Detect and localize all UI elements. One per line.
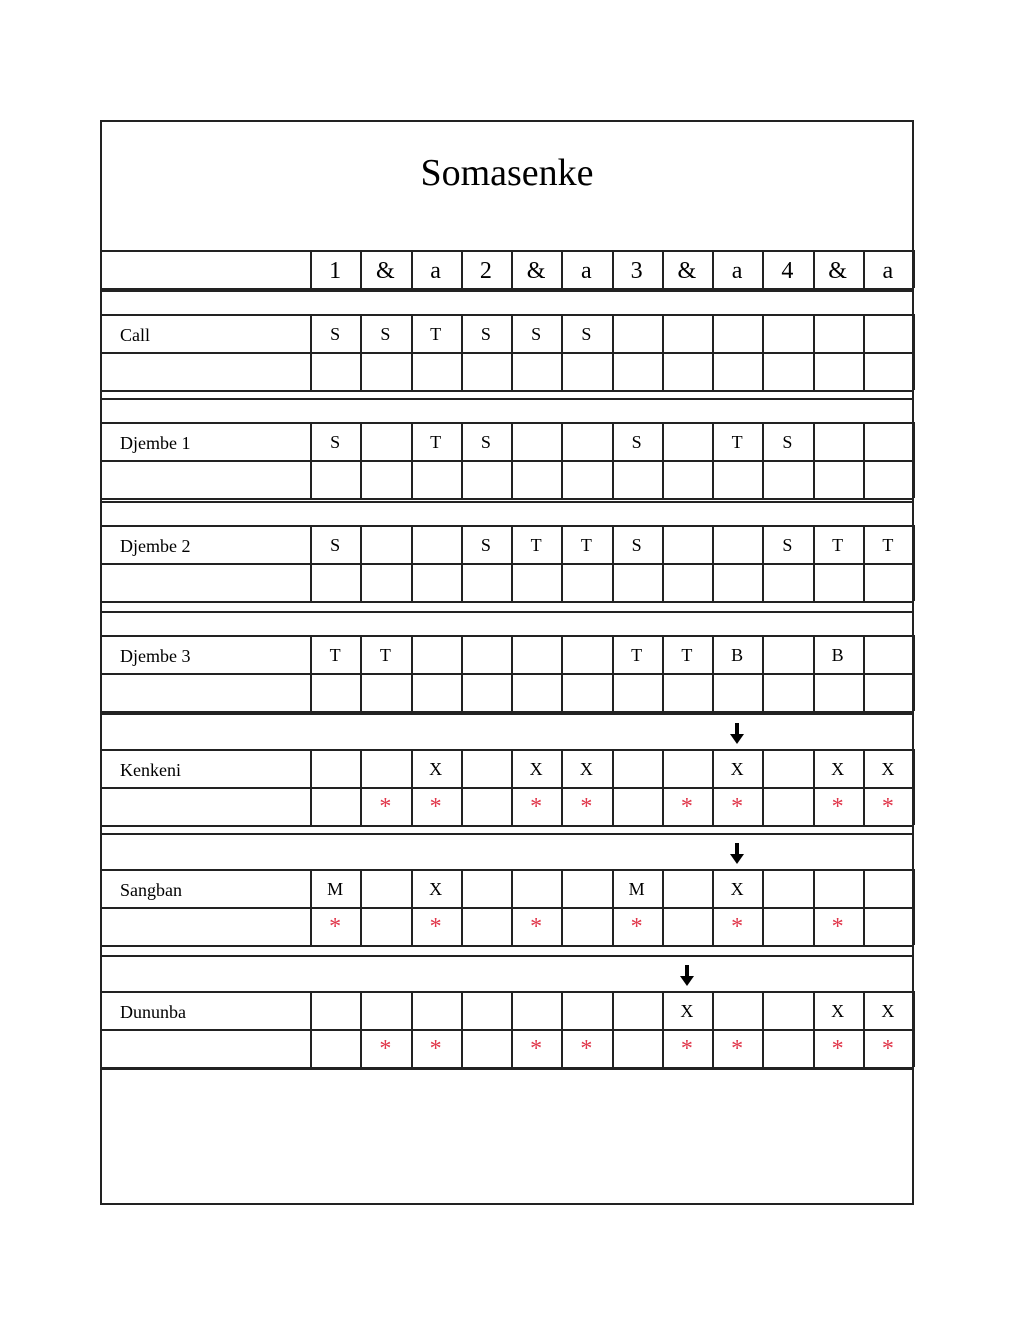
note-cell: S	[631, 432, 642, 452]
accent-star: *	[731, 794, 744, 820]
grid-rule	[100, 749, 913, 751]
grid-rule	[913, 250, 915, 288]
note-cell: S	[330, 324, 341, 344]
grid-rule	[411, 635, 413, 711]
note-cell: B	[731, 645, 744, 665]
grid-rule	[100, 1029, 913, 1031]
instrument-label: Dununba	[120, 1002, 186, 1022]
grid-rule	[100, 713, 913, 715]
grid-rule	[561, 869, 563, 945]
grid-rule	[662, 314, 664, 390]
grid-rule	[662, 869, 664, 945]
grid-rule	[762, 314, 764, 390]
grid-rule	[100, 833, 913, 835]
accent-star: *	[379, 794, 392, 820]
grid-rule	[100, 825, 913, 827]
note-cell: T	[882, 535, 894, 555]
accent-star: *	[329, 914, 342, 940]
note-cell: X	[730, 759, 744, 779]
accent-star: *	[680, 794, 693, 820]
note-cell: B	[831, 645, 844, 665]
grid-rule	[913, 749, 915, 825]
note-cell: X	[831, 759, 845, 779]
grid-rule	[612, 314, 614, 390]
note-cell: S	[782, 535, 793, 555]
note-cell: S	[581, 324, 592, 344]
grid-rule	[100, 907, 913, 909]
grid-rule	[360, 525, 362, 601]
grid-rule	[913, 525, 915, 601]
instrument-label: Djembe 1	[120, 433, 191, 453]
grid-rule	[762, 635, 764, 711]
note-cell: S	[330, 432, 341, 452]
note-cell: S	[480, 324, 491, 344]
grid-rule	[100, 673, 913, 675]
accent-star: *	[831, 794, 844, 820]
beat-count: a	[581, 258, 592, 284]
grid-rule	[762, 749, 764, 825]
note-cell: S	[330, 535, 341, 555]
note-cell: T	[681, 645, 693, 665]
note-cell: X	[881, 759, 895, 779]
grid-rule	[310, 991, 312, 1067]
grid-rule	[511, 635, 513, 711]
grid-rule	[612, 749, 614, 825]
grid-rule	[561, 635, 563, 711]
grid-rule	[100, 601, 913, 603]
grid-rule	[310, 749, 312, 825]
beat-count: &	[677, 258, 697, 284]
grid-rule	[662, 422, 664, 498]
grid-rule	[762, 991, 764, 1067]
note-cell: X	[831, 1001, 845, 1021]
instrument-label: Call	[120, 325, 150, 345]
note-cell: S	[782, 432, 793, 452]
grid-rule	[511, 422, 513, 498]
note-cell: T	[430, 324, 442, 344]
beat-count: &	[828, 258, 847, 284]
beat-count: 4	[781, 258, 794, 284]
instrument-label: Kenkeni	[120, 760, 181, 780]
note-cell: X	[730, 879, 744, 899]
grid-rule	[100, 498, 913, 500]
note-cell: S	[480, 432, 491, 452]
grid-rule	[100, 1068, 913, 1070]
beat-count: 1	[329, 258, 342, 284]
grid-rule	[863, 869, 865, 945]
instrument-label: Djembe 2	[120, 536, 191, 556]
beat-count: a	[731, 258, 743, 284]
grid-rule	[913, 422, 915, 498]
grid-rule	[100, 390, 913, 392]
grid-rule	[712, 525, 714, 601]
grid-rule	[100, 787, 913, 789]
instrument-label: Sangban	[120, 880, 182, 900]
beat-count: 3	[630, 258, 643, 284]
grid-rule	[100, 869, 913, 871]
beat-count: 2	[479, 258, 492, 284]
note-cell: T	[430, 432, 442, 452]
note-cell: X	[429, 879, 443, 899]
accent-star: *	[731, 1036, 744, 1062]
accent-star: *	[680, 1036, 693, 1062]
grid-rule	[461, 749, 463, 825]
note-cell: T	[379, 645, 391, 665]
grid-rule	[863, 635, 865, 711]
grid-rule	[813, 422, 815, 498]
grid-rule	[913, 635, 915, 711]
note-cell: X	[429, 759, 443, 779]
accent-star: *	[831, 914, 844, 940]
down-arrow-icon	[730, 843, 744, 865]
grid-rule	[762, 869, 764, 945]
note-cell: T	[580, 535, 592, 555]
accent-star: *	[831, 1036, 844, 1062]
grid-rule	[100, 945, 913, 947]
note-cell: X	[579, 759, 593, 779]
accent-star: *	[429, 794, 442, 820]
note-cell: M	[327, 879, 344, 899]
accent-star: *	[881, 1036, 894, 1062]
instrument-label: Djembe 3	[120, 646, 191, 666]
accent-star: *	[580, 794, 593, 820]
grid-rule	[561, 422, 563, 498]
note-cell: T	[832, 535, 844, 555]
note-cell: M	[628, 879, 645, 899]
grid-rule	[100, 955, 913, 957]
accent-star: *	[429, 1036, 442, 1062]
grid-rule	[461, 635, 463, 711]
grid-rule	[100, 501, 913, 503]
grid-rule	[100, 635, 913, 637]
note-cell: X	[881, 1001, 895, 1021]
note-cell: T	[631, 645, 643, 665]
grid-rule	[100, 611, 913, 613]
accent-star: *	[731, 914, 744, 940]
grid-rule	[913, 869, 915, 945]
beat-count: a	[430, 258, 441, 284]
note-cell: T	[731, 432, 743, 452]
accent-star: *	[530, 794, 543, 820]
note-cell: S	[631, 535, 642, 555]
down-arrow-icon	[730, 723, 744, 745]
grid-rule	[411, 525, 413, 601]
accent-star: *	[379, 1036, 392, 1062]
grid-rule	[100, 991, 913, 993]
grid-rule	[863, 314, 865, 390]
grid-rule	[461, 869, 463, 945]
grid-rule	[100, 398, 913, 400]
note-cell: X	[529, 759, 543, 779]
page-title: Somasenke	[420, 152, 594, 194]
grid-rule	[360, 422, 362, 498]
beat-count: a	[882, 258, 894, 284]
note-cell: X	[680, 1001, 694, 1021]
grid-rule	[360, 869, 362, 945]
accent-star: *	[530, 914, 543, 940]
accent-star: *	[630, 914, 643, 940]
note-cell: S	[480, 535, 491, 555]
accent-star: *	[881, 794, 894, 820]
note-cell: S	[380, 324, 391, 344]
grid-rule	[913, 314, 915, 390]
accent-star: *	[530, 1036, 543, 1062]
grid-rule	[863, 422, 865, 498]
grid-rule	[100, 290, 913, 292]
accent-star: *	[580, 1036, 593, 1062]
beat-count: &	[526, 258, 546, 284]
grid-rule	[461, 991, 463, 1067]
note-cell: S	[531, 324, 542, 344]
grid-rule	[662, 525, 664, 601]
down-arrow-icon	[680, 965, 694, 987]
grid-rule	[612, 991, 614, 1067]
beat-count: &	[376, 258, 395, 284]
grid-rule	[913, 991, 915, 1067]
accent-star: *	[429, 914, 442, 940]
grid-rule	[813, 314, 815, 390]
grid-rule	[712, 314, 714, 390]
note-cell: T	[530, 535, 542, 555]
note-cell: T	[329, 645, 341, 665]
